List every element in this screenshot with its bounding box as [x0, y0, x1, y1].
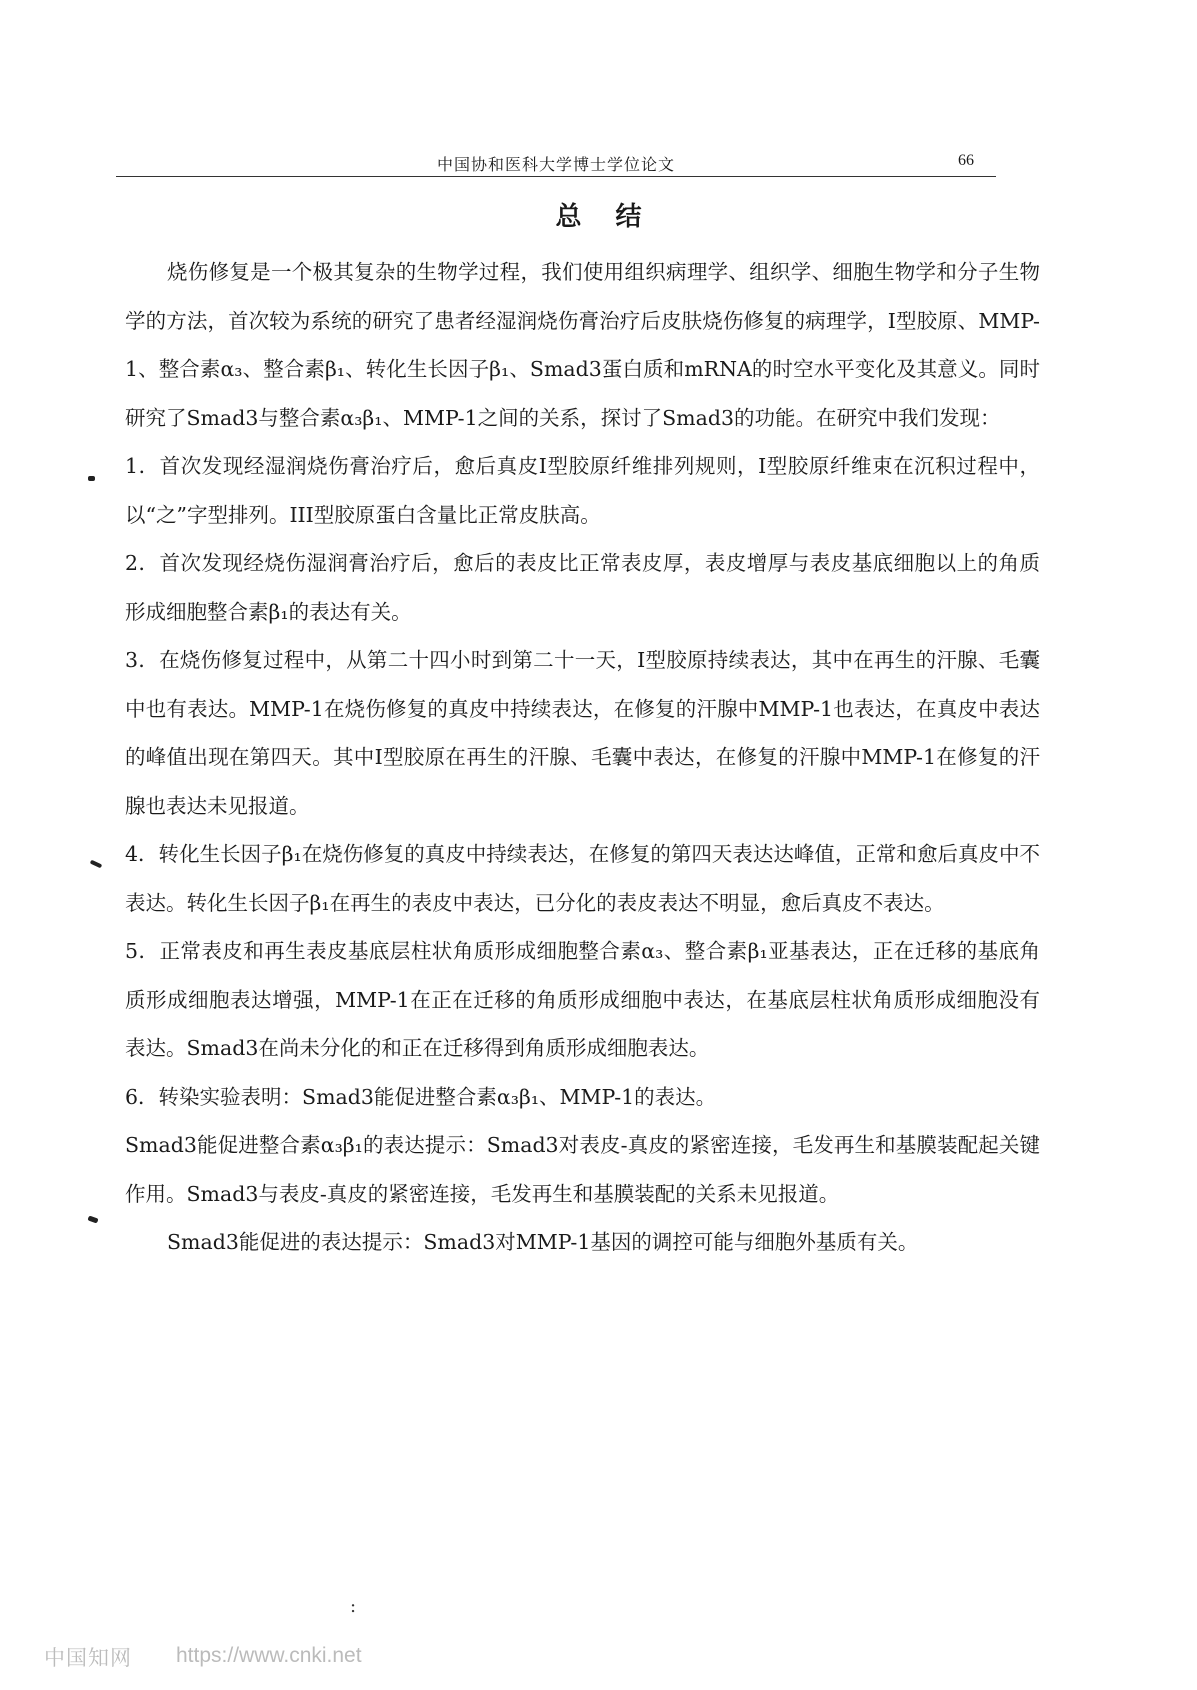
finding-6: 6．转染实验表明：Smad3能促进整合素α₃β₁、MMP-1的表达。: [125, 1084, 717, 1109]
finding-3: 3．在烧伤修复过程中，从第二十四小时到第二十一天，I型胶原持续表达，其中在再生的汗腺、毛囊中也有表达。MMP-1在烧伤修复的真皮中持续表达，在修复的汗腺中MMP-1也表达，在真皮中表达的峰值出现在第四天。其中I型胶原在再生的汗腺、毛囊中表达，在修复的汗腺中MMP-1在修复的汗腺也表达未见报道。: [125, 648, 1040, 818]
body-text: [125, 248, 1040, 1267]
running-header: [116, 146, 996, 177]
finding-1: 1．首次发现经湿润烧伤膏治疗后，愈后真皮I型胶原纤维排列规则，I型胶原纤维束在沉积过程中，以“之”字型排列。III型胶原蛋白含量比正常皮肤高。: [125, 454, 1040, 527]
cnki-watermark-logo: 中国知网: [44, 1646, 132, 1670]
implication-paragraph-2: Smad3能促进的表达提示：Smad3对MMP-1基因的调控可能与细胞外基质有关。: [167, 1230, 919, 1254]
finding-4: 4．转化生长因子β₁在烧伤修复的真皮中持续表达，在修复的第四天表达达峰值，正常和愈后真皮中不表达。转化生长因子β₁在再生的表皮中表达，已分化的表皮表达不明显，愈后真皮不表达。: [125, 842, 1040, 915]
page-number: 66: [958, 152, 974, 169]
stray-colon-mark: :: [350, 1596, 357, 1617]
section-title: 总结: [555, 202, 676, 232]
cnki-watermark-url: https://www.cnki.net: [176, 1644, 362, 1667]
implication-paragraph-1: Smad3能促进整合素α₃β₁的表达提示：Smad3对表皮-真皮的紧密连接，毛发再生和基膜装配起关键作用。Smad3与表皮-真皮的紧密连接，毛发再生和基膜装配的关系未见报道。: [125, 1133, 1040, 1206]
scan-mark: [87, 1215, 98, 1223]
scan-mark: [90, 860, 103, 869]
finding-5: 5．正常表皮和再生表皮基底层柱状角质形成细胞整合素α₃、整合素β₁亚基表达，正在迁移的基底角质形成细胞表达增强，MMP-1在正在迁移的角质形成细胞中表达，在基底层柱状角质形成细胞没有表达。Smad3在尚未分化的和正在迁移得到角质形成细胞表达。: [125, 939, 1040, 1060]
header-title: 中国协和医科大学博士学位论文: [436, 155, 675, 174]
finding-2: 2．首次发现经烧伤湿润膏治疗后，愈后的表皮比正常表皮厚，表皮增厚与表皮基底细胞以上的角质形成细胞整合素β₁的表达有关。: [125, 551, 1040, 624]
intro-paragraph: 烧伤修复是一个极其复杂的生物学过程，我们使用组织病理学、组织学、细胞生物学和分子生物学的方法，首次较为系统的研究了患者经湿润烧伤膏治疗后皮肤烧伤修复的病理学，I型胶原、MMP-1、整合素α₃、整合素β₁、转化生长因子β₁、Smad3蛋白质和mRNA的时空水平变化及其意义。同时研究了Smad3与整合素α₃β₁、MMP-1之间的关系，探讨了Smad3的功能。在研究中我们发现：: [125, 260, 1040, 430]
scan-mark: [88, 476, 95, 481]
